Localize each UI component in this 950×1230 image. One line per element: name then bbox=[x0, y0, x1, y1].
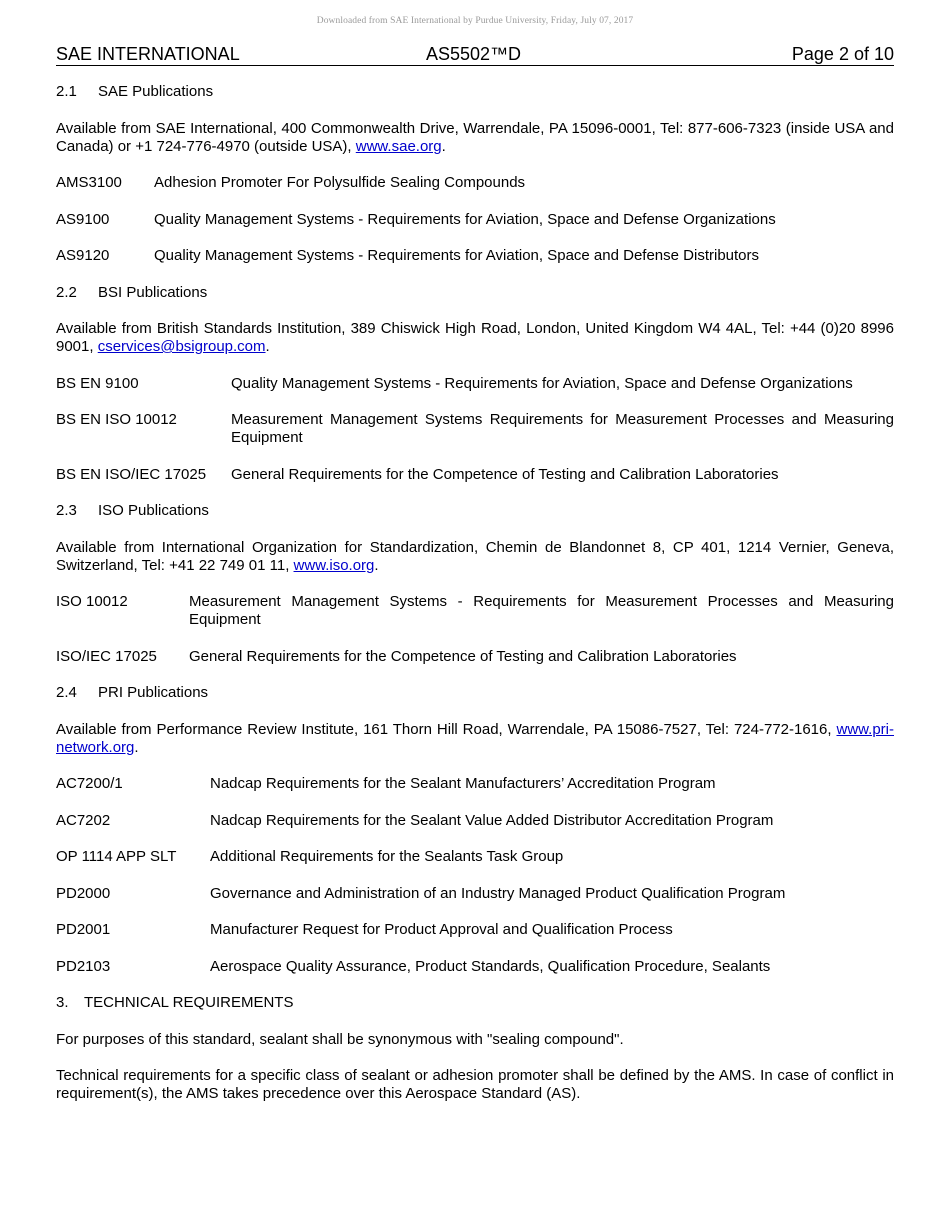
document-body bbox=[56, 83, 894, 1103]
reference-item: BS EN ISO 10012 Measurement Management Systems Requirements for Measurement Processes and Measuring Equipment bbox=[56, 411, 894, 446]
reference-item: BS EN 9100 Quality Management Systems - Requirements for Aviation, Space and Defense Organizations bbox=[56, 374, 853, 392]
availability-paragraph: Available from Performance Review Institute, 161 Thorn Hill Road, Warrendale, PA 15086-7527, Tel: 724-772-1616, www.pri-network.org. bbox=[56, 720, 894, 756]
reference-item: ISO/IEC 17025 General Requirements for the Competence of Testing and Calibration Laboratories bbox=[56, 647, 737, 665]
availability-paragraph: Available from International Organization for Standardization, Chemin de Blandonnet 8, CP 401, 1214 Vernier, Geneva, Switzerland, Tel: +41 22 749 01 11, www.iso.org. bbox=[56, 538, 894, 574]
reference-item: PD2001 Manufacturer Request for Product Approval and Qualification Process bbox=[56, 921, 673, 938]
section-heading: 2.3 ISO Publications bbox=[56, 502, 209, 519]
reference-item: AC7200/1 Nadcap Requirements for the Sealant Manufacturers’ Accreditation Program bbox=[56, 775, 716, 792]
body-paragraph: For purposes of this standard, sealant shall be synonymous with "sealing compound". bbox=[56, 1030, 624, 1048]
reference-item: PD2103 Aerospace Quality Assurance, Product Standards, Qualification Procedure, Sealants bbox=[56, 957, 771, 975]
section-heading: 2.2 BSI Publications bbox=[56, 283, 208, 301]
page-header bbox=[56, 43, 894, 66]
download-watermark: Downloaded from SAE International by Purdue University, Friday, July 07, 2017 bbox=[316, 16, 634, 26]
reference-item: AMS3100 Adhesion Promoter For Polysulfide Sealing Compounds bbox=[56, 174, 526, 191]
availability-paragraph: Available from British Standards Institution, 389 Chiswick High Road, London, United Kingdom W4 4AL, Tel: +44 (0)20 8996 9001, cservices@bsigroup.com. bbox=[56, 320, 894, 355]
iso-link[interactable]: www.iso.org bbox=[293, 556, 375, 574]
section-heading: 2.4 PRI Publications bbox=[56, 684, 209, 701]
reference-item: AS9100 Quality Management Systems - Requirements for Aviation, Space and Defense Organizations bbox=[56, 210, 776, 228]
availability-paragraph: Available from SAE International, 400 Commonwealth Drive, Warrendale, PA 15096-0001, Tel: 877-606-7323 (inside USA and Canada) or +1 724-776-4970 (outside USA), www.sae.org. bbox=[56, 119, 894, 155]
reference-item: PD2000 Governance and Administration of an Industry Managed Product Qualification Program bbox=[56, 884, 786, 902]
pri-link[interactable]: www.pri-network.org bbox=[56, 720, 894, 756]
header-doc-number: AS5502™D bbox=[426, 44, 522, 64]
section-heading: 2.1 SAE Publications bbox=[56, 83, 214, 100]
reference-item: BS EN ISO/IEC 17025 General Requirements for the Competence of Testing and Calibration Laboratories bbox=[56, 465, 779, 483]
reference-item: AC7202 Nadcap Requirements for the Sealant Value Added Distributor Accreditation Program bbox=[56, 811, 774, 829]
section-heading: 3. TECHNICAL REQUIREMENTS bbox=[56, 994, 294, 1011]
reference-item: AS9120 Quality Management Systems - Requirements for Aviation, Space and Defense Distributors bbox=[56, 247, 760, 264]
reference-item: ISO 10012 Measurement Management Systems - Requirements for Measurement Processes and Measuring Equipment bbox=[56, 593, 894, 628]
header-org: SAE INTERNATIONAL bbox=[56, 44, 240, 64]
bsi-email-link[interactable]: cservices@bsigroup.com bbox=[97, 338, 266, 355]
header-page-number: Page 2 of 10 bbox=[791, 44, 894, 64]
body-paragraph: Technical requirements for a specific class of sealant or adhesion promoter shall be defined by the AMS. In case of conflict in requirement(s), the AMS takes precedence over this Aerospace Standard (AS). bbox=[56, 1067, 894, 1102]
sae-link[interactable]: www.sae.org bbox=[355, 137, 442, 155]
reference-item: OP 1114 APP SLT Additional Requirements for the Sealants Task Group bbox=[56, 848, 564, 865]
